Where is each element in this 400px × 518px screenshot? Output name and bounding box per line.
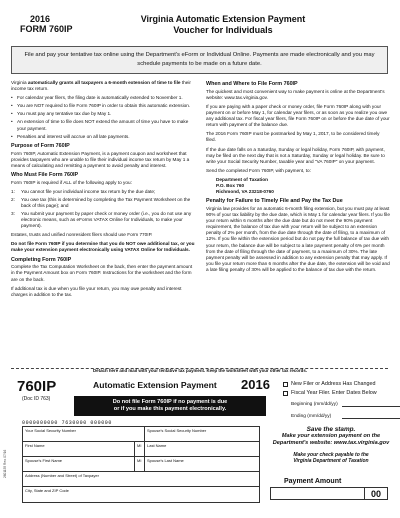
voucher-title: Automatic Extension Payment <box>93 380 217 390</box>
form-revision-code: 2601155 Rev. 07/16 <box>3 449 7 478</box>
name-row <box>23 442 259 457</box>
penalty-heading: Penalty for Failure to Timely File and Pay the Tax Due <box>206 198 343 205</box>
detach-instruction: Detach here and mail with your tentative tax payment. Keep the worksheet with your other tax records. <box>93 368 307 373</box>
list-item: • Penalties and interest will accrue on all late payments. <box>11 134 195 140</box>
spouse-first-name-field[interactable]: Spouse's First Name <box>23 457 135 471</box>
list-item: 3: You submit your payment by paper check or money order (i.e., you do not use any electronic means, such as eForms VATAX Online for Individuals, to make your payment). <box>11 211 192 229</box>
requirements-list <box>11 189 195 230</box>
ending-date-field[interactable]: Ending (mm/dd/yy) <box>291 413 400 419</box>
when-paragraph-1: The quickest and most convenient way to make payment is online at the Department's website: www.tax.virginia.gov. <box>206 88 385 100</box>
last-name-field[interactable]: Last Name <box>147 443 167 448</box>
voucher-form-number: 760IP <box>17 378 57 395</box>
send-paragraph: Send the completed Form 760IP, with payment, to: <box>206 167 311 173</box>
when-paragraph-2: If you are paying with a paper check or money order, file Form 760IP along with your payment on or before May 1, for calendar year filers, or as soon as you realize you owe any additional tax. For fiscal year filers, file Form 760IP on or before the due date of your return with payment of the balance due. <box>206 103 390 128</box>
list-item: 1: You cannot file your individual income tax return by the due date; <box>11 188 156 194</box>
middle-initial-field[interactable]: MI <box>135 442 145 456</box>
city-state-zip-field[interactable]: City, State and ZIP Code <box>25 488 69 493</box>
key-points-list <box>11 95 195 140</box>
when-where-heading: When and Where to File Form 760IP <box>206 81 298 87</box>
instructions-left-column <box>11 80 195 366</box>
list-item: • An extension of time to file does NOT extend the amount of time you have to make your payment. <box>11 119 195 131</box>
list-item: • You must pay any tentative tax due by May 1. <box>11 111 195 117</box>
estates-paragraph: Estates, trusts and unified nonresident filers should use Form 770IP. <box>11 232 153 238</box>
do-not-file-paragraph: Do not file Form 760IP if you determine that you do NOT owe additional tax, or you make your extension payment electronically using VATAX Online for Individuals. <box>11 241 195 253</box>
form-year: 2016 <box>30 14 51 24</box>
address-row <box>23 472 259 487</box>
ssn-row <box>23 427 259 442</box>
payment-amount-box[interactable] <box>270 487 388 500</box>
payable-note: Make your check payable to the Virginia Department of Taxation <box>293 452 369 465</box>
completing-heading: Completing Form 760IP <box>11 256 72 263</box>
fiscal-year-checkbox[interactable] <box>283 391 288 396</box>
mailing-address: Department of Taxation P.O. Box 760 Richmond, VA 23218-0760 <box>216 176 274 195</box>
who-must-file-heading: Who Must File Form 760IP <box>11 171 79 178</box>
spouse-last-name-field[interactable]: Spouse's Last Name <box>147 458 184 463</box>
form-header <box>0 0 400 44</box>
list-item: 2: You owe tax (this is determined by completing the Tax Payment Worksheet on the back of this page); and <box>11 196 191 208</box>
address-field[interactable]: Address (Number and Street) of Taxpayer <box>25 473 99 478</box>
online-notice: File and pay your tentative tax online using the Department's eForm or Individual Online. Payments are made electronically and you may schedule payments to be made on a future date. <box>11 46 388 74</box>
ending-date-input[interactable] <box>342 413 400 419</box>
first-name-field[interactable]: First Name <box>23 442 135 456</box>
fiscal-year-checkbox-row[interactable]: Fiscal Year Filer. Enter Dates Below <box>283 390 377 396</box>
when-paragraph-3: The 2016 Form 760IP must be postmarked by May 1, 2017, to be considered timely filed. <box>206 131 380 143</box>
payment-amount-cents: 00 <box>370 489 381 499</box>
voucher-doc-id: (Doc ID 763) <box>22 396 51 402</box>
payment-amount-dollars-input[interactable] <box>271 488 365 499</box>
spouse-ssn-field[interactable]: Spouse's Social Security Number <box>147 428 207 433</box>
additional-tax-paragraph: If additional tax is due when you file your return, you may owe penalty and interest charges in addition to the tax. <box>11 285 182 297</box>
when-paragraph-4: If the due date falls on a Saturday, Sunday or legal holiday, Form 760IP, with payment, may be filed on the next day that is not a Saturday, Sunday or legal holiday. Be sure to write your Social Security Number, taxable year and "VA 760IP" on your payment. <box>206 146 385 164</box>
completing-paragraph: Complete the Tax Computation Worksheet on the back, then enter the payment amount in the Payment Amount box on Form 760IP. Instructions for the worksheet and the form are on the back. <box>11 264 193 282</box>
save-stamp-note: Save the stamp. Make your extension payment on the Department's website: www.tax.virginia.gov <box>272 426 390 446</box>
form-number: FORM 760IP <box>20 24 73 34</box>
payment-amount-label: Payment Amount <box>284 478 342 485</box>
beginning-date-field[interactable]: Beginning (mm/dd/yy) <box>291 401 400 407</box>
voucher-year: 2016 <box>241 377 270 392</box>
who-must-file-paragraph: Form 760IP is required if ALL of the following apply to you: <box>11 179 132 185</box>
purpose-heading: Purpose of Form 760IP <box>11 142 70 149</box>
scan-code-line: 0000000000 7630000 000000 <box>22 420 113 426</box>
list-item: • For calendar year filers, the filing date is automatically extended to November 1. <box>11 95 195 101</box>
list-item: • You are NOT required to file Form 760IP in order to obtain this automatic extension. <box>11 103 195 109</box>
beginning-date-input[interactable] <box>342 401 400 407</box>
penalty-paragraph: Virginia law provides for an automatic 6-month filing extension, but you must pay at least 90% of your tax liability by the due date, which is May 1 for calendar year filers. If you file your return within 6 months after the due date but do not meet the 90% payment requirement, the balance of tax due with your return will be subject to an extension penalty of 2% per month, from the due date through the date of filing, to a maximum of 12%. If you file within the extension period but do not pay the full balance of tax due with your return, the balance due will be subject to a late payment penalty of 6% per month from the date of filing through the date of payment, to a maximum of 30%. The late payment penalty will be assessed in addition to any extension penalty that may apply. If you file your return more than 6 months after the due date, the extension will be void and a late filing penalty of 30% will be applied to the balance of tax due with the return. <box>206 206 390 272</box>
instructions-right-column <box>206 80 390 366</box>
voucher-warning-banner: Do not file Form 760IP if no payment is due or if you make this payment electronically. <box>74 396 266 416</box>
form-title: Virginia Automatic Extension Payment Voucher for Individuals <box>140 14 306 35</box>
new-filer-checkbox[interactable] <box>283 382 288 387</box>
city-row <box>23 487 259 502</box>
spouse-middle-initial-field[interactable]: MI <box>135 457 145 471</box>
ssn-field[interactable]: Your Social Security Number <box>23 427 145 441</box>
intro-paragraph: Virginia automatically grants all taxpayers a 6-month extension of time to file their income tax return. <box>11 80 191 92</box>
taxpayer-info-grid <box>22 426 260 503</box>
purpose-paragraph: Form 760IP, Automatic Extension Payment, is a payment coupon and worksheet that provides taxpayers who are unable to file their individual income tax return by May 1 a means of calculating and remitting a payment to avoid penalty and interest. <box>11 150 190 168</box>
spouse-name-row <box>23 457 259 472</box>
new-filer-checkbox-row[interactable]: New Filer or Address Has Changed <box>283 381 376 387</box>
